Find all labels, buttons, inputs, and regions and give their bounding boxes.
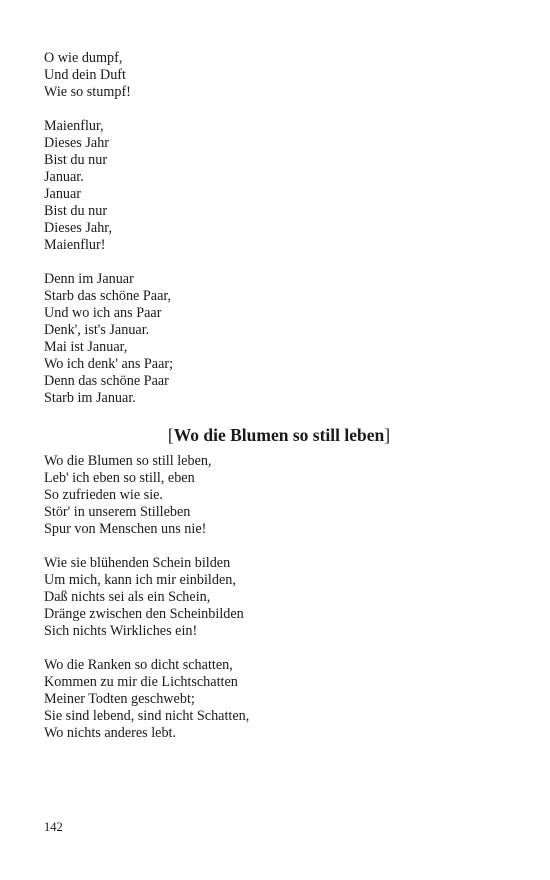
- verse-line: Denk', ist's Januar.: [44, 322, 150, 338]
- verse-line: So zufrieden wie sie.: [44, 487, 163, 503]
- verse-line: Wo ich denk' ans Paar;: [44, 356, 174, 372]
- verse-line: Bist du nur: [44, 152, 108, 168]
- verse-line: Mai ist Januar,: [44, 339, 128, 355]
- verse-line: Wie sie blühenden Schein bilden: [44, 555, 231, 571]
- verse-line: Starb das schöne Paar,: [44, 288, 172, 304]
- verse-line: Januar: [44, 186, 82, 202]
- verse-line: Maienflur,: [44, 118, 104, 134]
- verse-line: Dränge zwischen den Scheinbilden: [44, 606, 244, 622]
- verse-line: Dieses Jahr,: [44, 220, 112, 236]
- page-number: 142: [44, 820, 63, 834]
- stanza: [44, 453, 514, 538]
- stanza: [44, 555, 514, 640]
- verse-line: Bist du nur: [44, 203, 108, 219]
- poem-title: [44, 424, 514, 446]
- verse-line: Maienflur!: [44, 237, 106, 253]
- verse-line: Denn das schöne Paar: [44, 373, 169, 389]
- stanza: [44, 50, 514, 101]
- verse-line: Und dein Duft: [44, 67, 126, 83]
- stanza: [44, 657, 514, 742]
- verse-line: Wie so stumpf!: [44, 84, 131, 100]
- verse-line: Um mich, kann ich mir einbilden,: [44, 572, 236, 588]
- verse-line: Kommen zu mir die Lichtschatten: [44, 674, 238, 690]
- stanza: [44, 271, 514, 407]
- title-bracket-close: ]: [384, 425, 391, 445]
- poem-continued: [44, 50, 514, 407]
- verse-line: Wo die Blumen so still leben,: [44, 453, 212, 469]
- verse-line: Sie sind lebend, sind nicht Schatten,: [44, 708, 250, 724]
- verse-line: Stör' in unserem Stilleben: [44, 504, 191, 520]
- verse-line: Wo nichts anderes lebt.: [44, 725, 177, 741]
- verse-line: Wo die Ranken so dicht schatten,: [44, 657, 233, 673]
- poem-wo-die-blumen: [44, 453, 514, 742]
- verse-line: Spur von Menschen uns nie!: [44, 521, 207, 537]
- verse-line: Daß nichts sei als ein Schein,: [44, 589, 211, 605]
- verse-line: O wie dumpf,: [44, 50, 123, 66]
- verse-line: Denn im Januar: [44, 271, 134, 287]
- verse-line: Starb im Januar.: [44, 390, 136, 406]
- verse-line: Januar.: [44, 169, 84, 185]
- verse-line: Dieses Jahr: [44, 135, 110, 151]
- verse-line: Und wo ich ans Paar: [44, 305, 162, 321]
- verse-line: Sich nichts Wirkliches ein!: [44, 623, 198, 639]
- page-body: [44, 50, 514, 759]
- title-bracket-open: [: [167, 425, 174, 445]
- verse-line: Leb' ich eben so still, eben: [44, 470, 195, 486]
- stanza: [44, 118, 514, 254]
- verse-line: Meiner Todten geschwebt;: [44, 691, 195, 707]
- title-text: Wo die Blumen so still leben: [173, 425, 385, 445]
